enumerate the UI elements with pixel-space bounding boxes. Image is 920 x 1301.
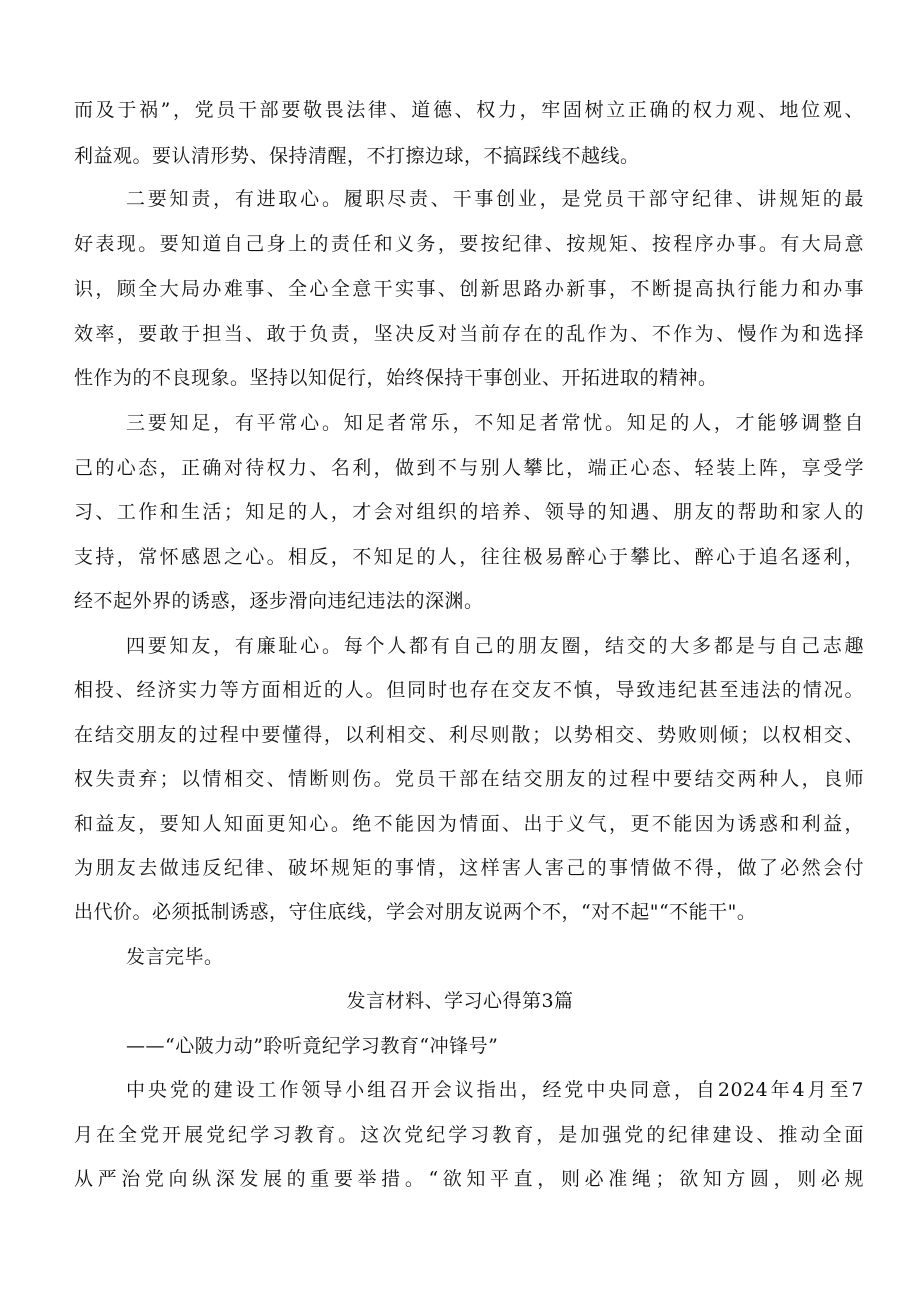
- paragraph-5-line-3: 从严治党向纵深发展的重要举措。“欲知平直，则必准绳；欲知方圆，则必规: [74, 1168, 864, 1190]
- paragraph-4-line-4: 权失责弃；以情相交、情断则伤。党员干部在结交朋友的过程中要结交两种人，良师: [74, 768, 864, 790]
- paragraph-4-line-7: 出代价。必须抵制诱惑，守住底线，学会对朋友说两个不，“对不起"“不能干"。: [74, 901, 757, 923]
- paragraph-4-line-3: 在结交朋友的过程中要懂得，以利相交、利尽则散；以势相交、势败则倾；以权相交、: [74, 724, 864, 746]
- paragraph-5-line-2: 月在全党开展党纪学习教育。这次党纪学习教育，是加强党的纪律建设、推动全面: [74, 1124, 864, 1146]
- paragraph-3-line-1: 三要知足，有平常心。知足者常乐，不知足者常忧。知足的人，才能够调整自: [126, 412, 864, 434]
- section-subtitle: ——“心陂力动”聆听竟纪学习教育“冲锋号”: [126, 1035, 499, 1057]
- paragraph-3-line-2: 己的心态，正确对待权力、名利，做到不与别人攀比，端正心态、轻装上阵，享受学: [74, 457, 864, 479]
- paragraph-4-line-5: 和益友，要知人知面更知心。绝不能因为情面、出于义气，更不能因为诱惑和利益，: [74, 813, 864, 835]
- paragraph-1-line-1: 而及于祸”，党员干部要敬畏法律、道德、权力，牢固树立正确的权力观、地位观、: [74, 99, 864, 121]
- paragraph-2-line-1: 二要知责，有进取心。履职尽责、干事创业，是党员干部守纪律、讲规矩的最: [126, 188, 864, 210]
- paragraph-2-line-2: 好表现。要知道自己身上的责任和义务，要按纪律、按规矩、按程序办事。有大局意: [74, 233, 864, 255]
- closing-text: 发言完毕。: [126, 946, 224, 968]
- paragraph-2-line-3: 识，顾全大局办难事、全心全意干实事、创新思路办新事，不断提高执行能力和办事: [74, 278, 864, 300]
- section-title: 发言材料、学习心得第3篇: [346, 990, 574, 1012]
- paragraph-1-line-2: 利益观。要认清形势、保持清醒，不打擦边球，不搞踩线不越线。: [74, 145, 640, 167]
- paragraph-4-line-1: 四要知友，有廉耻心。每个人都有自己的朋友圈，结交的大多都是与自己志趣: [126, 635, 864, 657]
- paragraph-3-line-3: 习、工作和生活；知足的人，才会对组织的培养、领导的知遇、朋友的帮助和家人的: [74, 501, 864, 523]
- paragraph-4-line-2: 相投、经济实力等方面相近的人。但同时也存在交友不慎，导致违纪甚至违法的情况。: [74, 679, 864, 701]
- paragraph-3-line-5: 经不起外界的诱惑，逐步滑向违纪违法的深渊。: [74, 590, 484, 612]
- paragraph-2-line-5: 性作为的不良现象。坚持以知促行，始终保持干事创业、开拓进取的精神。: [74, 367, 718, 389]
- paragraph-3-line-4: 支持，常怀感恩之心。相反，不知足的人，往往极易醉心于攀比、醉心于追名逐利，: [74, 546, 864, 568]
- paragraph-4-line-6: 为朋友去做违反纪律、破坏规矩的事情，这样害人害己的事情做不得，做了必然会付: [74, 857, 864, 879]
- paragraph-5-line-1: 中央党的建设工作领导小组召开会议指出，经党中央同意，自2024年4月至7: [126, 1079, 864, 1101]
- paragraph-2-line-4: 效率，要敢于担当、敢于负责，坚决反对当前存在的乱作为、不作为、慢作为和选择: [74, 323, 864, 345]
